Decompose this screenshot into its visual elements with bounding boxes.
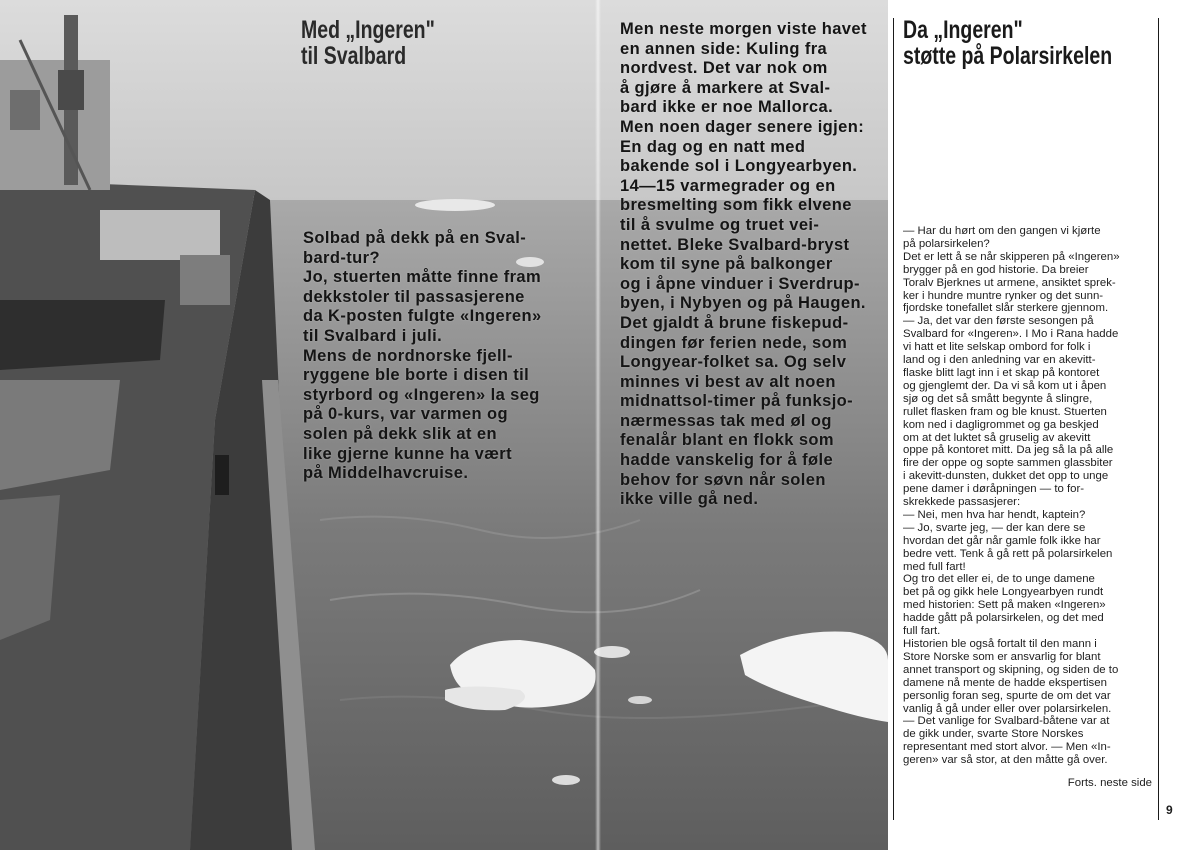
page-number: 9 [1166, 803, 1173, 817]
story-headline: Da „Ingeren" støtte på Polarsirkelen [903, 16, 1113, 70]
story-body: — Har du hørt om den gangen vi kjørte på polarsirkelen? Det er lett å se når skipperen på «Ingeren» brygger på en god historie. Da breier Toralv Bjerknes ut armene, ansiktet sprek- ker i hundre muntre rynker og det sunn- fjordske tonefallet slår sterkere gjennom. — Ja, det var den første sesongen på Svalbard for «Ingeren». I Mo i Rana hadde vi hatt et lite selskap ombord for folk i land og i den anledning var en akevitt- flaske blitt lagt inn i et skap på kontoret og gjenglemt der. Da vi så kom ut i åpen sjø og det så smått begynte å slingre, rullet flasken fram og ble knust. Stuerten kom ned i dagligrommet og ga beskjed om at det luktet så gruselig av akevitt oppe på kontoret mitt. Da jeg så la på alle fire der oppe og sopte sammen glassbiter i akevitt-dunsten, dukket det opp to unge pene damer i døråpningen — to for- skrekkede passasjerer: — Nei, men hva har hendt, kaptein? — Jo, svarte jeg, — der kan dere se hvordan det går når gamle folk ikke har bedre vett. Tenk å gå rett på polarsirkelen med full fart! Og tro det eller ei, de to unge damene bet på og gikk hele Longyearbyen rundt med historien: Sett på maken «Ingeren» hadde gått på polarsirkelen, og det med full fart. Historien ble også fortalt til den mann i Store Norske som er ansvarlig for blant annet transport og skipning, og siden de to damene nå mente de hadde ekspertisen personlig foran seg, spurte de om det var vanlig å gå under eller over polarsirkelen. — Det vanlige for Svalbard-båtene var at de gikk under, svarte Store Norskes representant med stort alvor. — Men «In- geren» var så stor, at den måtte gå over. [903, 225, 1120, 767]
column-rule-right [1158, 18, 1159, 820]
page-gutter [595, 0, 601, 850]
ice-fragment [628, 696, 652, 704]
ice-fragment [552, 775, 580, 785]
mast-house [58, 70, 84, 110]
lifeboat [180, 255, 230, 305]
photo-caption-left-column: Solbad på dekk på en Sval- bard-tur? Jo, stuerten måtte finne fram dekkstoler til passasjerene da K-posten fulgte «Ingeren» til Svalbard i juli. Mens de nordnorske fjell- ryggene ble borte i disen til styrbord og «Ingeren» la seg på 0-kurs, var varmen og solen på dekk slik at en like gjerne kunne ha vært på Middelhavcruise. [303, 229, 542, 483]
horizon-ice [415, 199, 495, 211]
continued-note: Forts. neste side [1067, 777, 1152, 789]
deck-shadow [0, 300, 165, 370]
spread-headline: Med „Ingeren" til Svalbard [301, 16, 435, 70]
column-rule-left [893, 18, 894, 820]
bollard [215, 455, 229, 495]
deck-house [100, 210, 220, 260]
bridge-window [10, 90, 40, 130]
photo-caption-middle-column: Men neste morgen viste havet en annen side: Kuling fra nordvest. Det var nok om å gjøre å markere at Sval- bard ikke er noe Mallorca. Men noen dager senere igjen: En dag og en natt med bakende sol i Longyearbyen. 14—15 varmegrader og en bresmelting som fikk elvene til å svulme og truet vei- nettet. Bleke Svalbard-bryst kom til syne på balkonger og i åpne vinduer i Sverdrup- byen, i Nybyen og på Haugen. Det gjaldt å brune fiskepud- dingen før ferien nede, som Longyear-folket sa. Og selv minnes vi best av alt noen midnattsol-timer på funksjo- nærmessas tak med øl og fenalår blant en flokk som hadde vanskelig for å føle behov for søvn når solen ikke ville gå ned. [620, 20, 867, 509]
